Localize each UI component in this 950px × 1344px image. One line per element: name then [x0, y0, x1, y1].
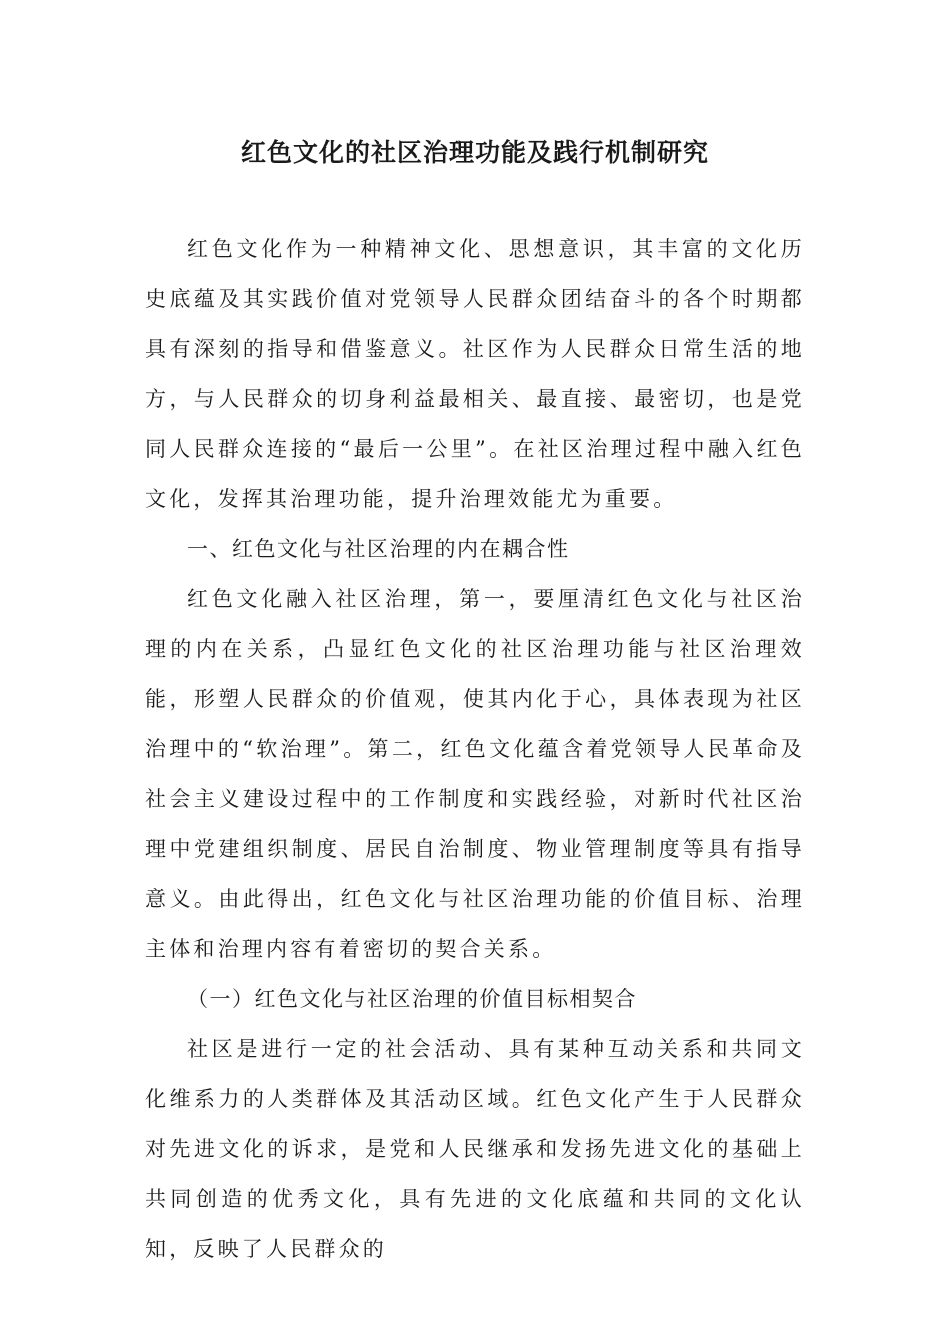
paragraph-intro: 红色文化作为一种精神文化、思想意识，其丰富的文化历史底蕴及其实践价值对党领导人民群众团结奋斗的各个时期都具有深刻的指导和借鉴意义。社区作为人民群众日常生活的地方，与人民群众的切身利益最相关、最直接、最密切，也是党同人民群众连接的“最后一公里”。在社区治理过程中融入红色文化，发挥其治理功能，提升治理效能尤为重要。 [145, 237, 805, 511]
paragraph-community: 社区是进行一定的社会活动、具有某种互动关系和共同文化维系力的人类群体及其活动区域。红色文化产生于人民群众对先进文化的诉求，是党和人民继承和发扬先进文化的基础上共同创造的优秀文化，具有先进的文化底蕴和共同的文化认知，反映了人民群众的 [145, 1037, 805, 1261]
paragraph-coupling: 红色文化融入社区治理，第一，要厘清红色文化与社区治理的内在关系，凸显红色文化的社区治理功能与社区治理效能，形塑人民群众的价值观，使其内化于心，具体表现为社区治理中的“软治理”。第二，红色文化蕴含着党领导人民革命及社会主义建设过程中的工作制度和实践经验，对新时代社区治理中党建组织制度、居民自治制度、物业管理制度等具有指导意义。由此得出，红色文化与社区治理功能的价值目标、治理主体和治理内容有着密切的契合关系。 [145, 587, 805, 961]
section-heading-1: 一、红色文化与社区治理的内在耦合性 [187, 537, 570, 561]
document-body [145, 224, 805, 1274]
document-title: 红色文化的社区治理功能及践行机制研究 [240, 138, 709, 167]
subsection-heading-1: （一）红色文化与社区治理的价值目标相契合 [187, 987, 637, 1011]
